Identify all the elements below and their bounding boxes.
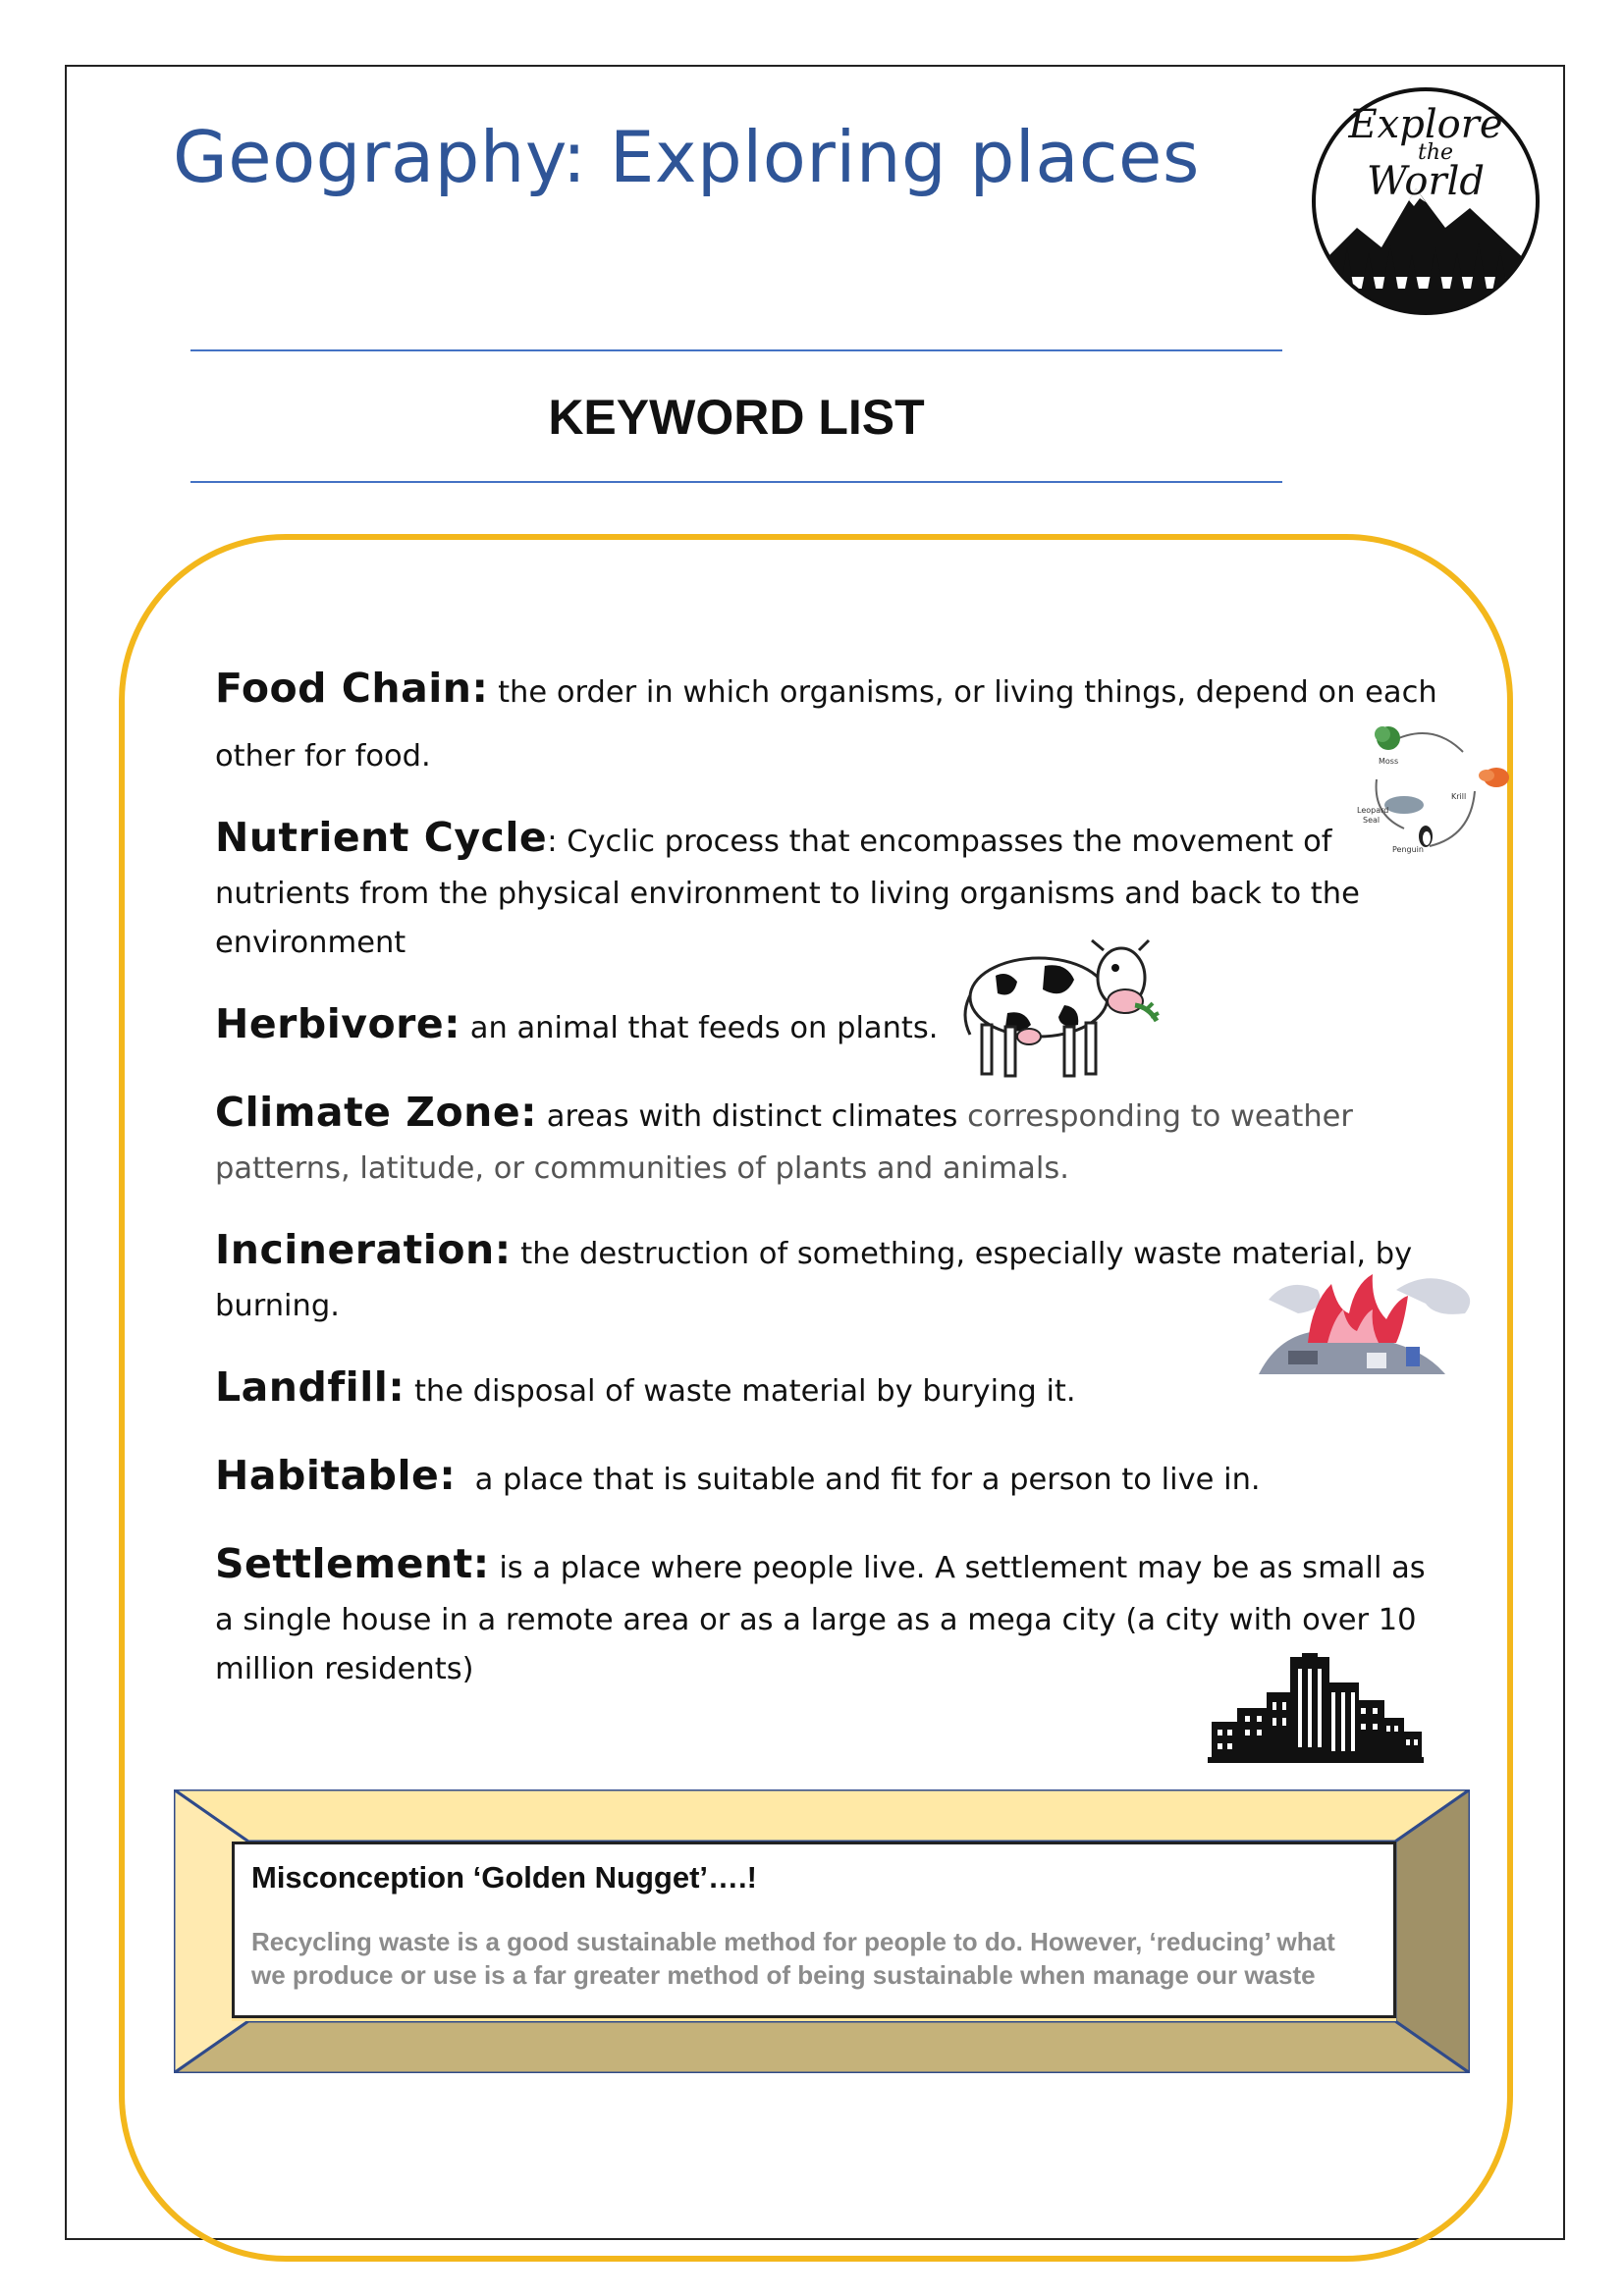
keyword-definition: : Cyclic process that encompasses the movement of	[547, 825, 1332, 859]
keyword-term: Incineration:	[215, 1226, 512, 1273]
svg-text:Explore: Explore	[1348, 102, 1503, 147]
keyword-definition-grey: corresponding to weather	[967, 1099, 1353, 1134]
keyword-definition: the destruction of something, especially waste material, by	[520, 1237, 1413, 1271]
explore-the-world-logo	[1288, 80, 1563, 322]
keyword-definition-cont: burning.	[215, 1289, 340, 1323]
keyword-settlement-cont2	[215, 1645, 474, 1694]
keyword-definition: is a place where people live. A settlement may be as small as	[499, 1551, 1426, 1585]
keyword-nutrient-cycle	[215, 811, 1393, 869]
svg-text:World: World	[1367, 159, 1485, 204]
keyword-definition: the order in which organisms, or living things, depend on each	[498, 675, 1437, 710]
bottom-divider	[190, 481, 1282, 483]
keyword-settlement-cont	[215, 1596, 1417, 1645]
keyword-settlement	[215, 1537, 1452, 1595]
svg-text:the: the	[1417, 140, 1454, 165]
keyword-nutrient-cycle-cont	[215, 870, 1360, 919]
keyword-term: Landfill:	[215, 1363, 406, 1411]
keyword-food-chain	[215, 662, 1452, 720]
keyword-definition-cont: environment	[215, 926, 406, 960]
keyword-incineration-cont	[215, 1282, 340, 1331]
city-skyline-icon	[1208, 1653, 1424, 1763]
keyword-definition: an animal that feeds on plants.	[469, 1011, 939, 1045]
keyword-landfill	[215, 1361, 1076, 1418]
keyword-term: Habitable:	[215, 1452, 457, 1499]
keyword-definition-cont: patterns, latitude, or communities of plants and animals.	[215, 1151, 1069, 1186]
burning-waste-icon	[1249, 1270, 1483, 1374]
svg-text:Penguin: Penguin	[1392, 845, 1424, 854]
keyword-definition-cont: nutrients from the physical environment to living organisms and back to the	[215, 877, 1360, 911]
keyword-definition-cont: other for food.	[215, 739, 431, 774]
keyword-term: Settlement:	[215, 1540, 490, 1587]
keyword-term: Herbivore:	[215, 1000, 461, 1047]
keyword-herbivore	[215, 997, 938, 1055]
keyword-habitable	[215, 1449, 1261, 1507]
keyword-climate-zone-cont	[215, 1145, 1069, 1194]
keyword-definition: the disposal of waste material by burying it.	[413, 1374, 1076, 1409]
svg-text:Seal: Seal	[1363, 816, 1380, 825]
svg-text:Krill: Krill	[1451, 792, 1467, 801]
keyword-climate-zone	[215, 1086, 1433, 1144]
top-divider	[190, 349, 1282, 351]
keyword-term: Climate Zone:	[215, 1089, 538, 1136]
keyword-definition-cont: million residents)	[215, 1652, 474, 1686]
keyword-definition: a place that is suitable and fit for a person to live in.	[474, 1463, 1261, 1497]
keyword-term: Food Chain:	[215, 665, 489, 712]
keyword-definition: areas with distinct climates	[546, 1099, 958, 1134]
keyword-food-chain-cont	[215, 730, 431, 783]
keyword-definition-cont: a single house in a remote area or as a large as a mega city (a city with over 10	[215, 1603, 1417, 1637]
keyword-list-heading: KEYWORD LIST	[548, 390, 925, 445]
cow-icon	[956, 936, 1161, 1084]
golden-nugget-title: Misconception ‘Golden Nugget’….!	[251, 1860, 757, 1895]
golden-nugget-body: Recycling waste is a good sustainable method for people to do. However, ‘reducing’ what we produce or use is a far greater method of being sustainable when manage our waste	[251, 1927, 1335, 1990]
keyword-term: Nutrient Cycle	[215, 814, 548, 861]
svg-text:Moss: Moss	[1379, 757, 1399, 766]
keyword-nutrient-cycle-cont2	[215, 919, 406, 968]
svg-text:Leopard: Leopard	[1357, 806, 1389, 815]
page-title: Geography: Exploring places	[173, 116, 1200, 198]
